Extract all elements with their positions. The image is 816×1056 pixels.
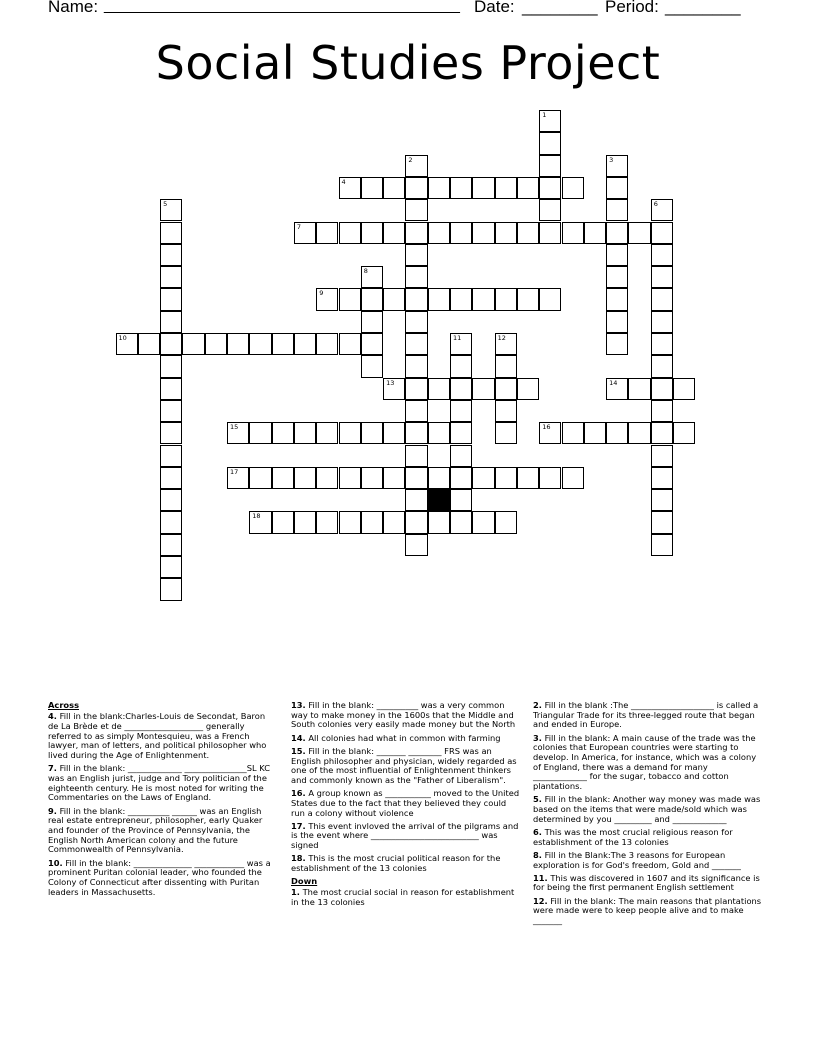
crossword-cell[interactable]	[405, 199, 427, 221]
crossword-cell[interactable]	[160, 355, 182, 377]
crossword-cell[interactable]	[294, 422, 316, 444]
crossword-cell[interactable]	[227, 422, 249, 444]
clue-down-3: 3. Fill in the blank: A main cause of the trade was the colonies that European countries were starting to develop. In America, for instance, which was a colony of England, there was a demand for many _____________ for the sugar, tobacco and cotton plantations.	[533, 732, 757, 792]
cell-number: 16	[542, 423, 551, 432]
cell-number: 9	[319, 289, 324, 298]
crossword-cell[interactable]	[472, 177, 494, 199]
crossword-cell[interactable]	[539, 155, 561, 177]
crossword-cell[interactable]	[450, 445, 472, 467]
clue-down-11: 11. This was discovered in 1607 and its significance is for being the first permanent English settlement	[533, 872, 760, 893]
crossword-cell[interactable]	[606, 333, 628, 355]
cell-number: 6	[653, 200, 658, 209]
crossword-cell[interactable]	[405, 266, 427, 288]
crossword-cell[interactable]	[405, 489, 427, 511]
clues-column-2	[291, 701, 521, 911]
crossword-cell[interactable]	[517, 177, 539, 199]
crossword-cell[interactable]	[472, 288, 494, 310]
crossword-cell[interactable]	[160, 199, 182, 221]
crossword-cell[interactable]	[272, 422, 294, 444]
crossword-cell[interactable]	[383, 422, 405, 444]
crossword-cell[interactable]	[160, 266, 182, 288]
crossword-cell[interactable]	[160, 333, 182, 355]
crossword-cell[interactable]	[339, 222, 361, 244]
clue-down-2: 2. Fill in the blank :The ____________________ is called a Triangular Trade for its three-legged route that began and ended in Europe.	[533, 700, 759, 730]
clue-across-10: 10. Fill in the blank: ______________ ____________ was a prominent Puritan colonial leader, who founded the Colony of Connecticut after dissenting with Puritan leaders in Massachusetts.	[48, 857, 271, 897]
crossword-cell[interactable]	[339, 467, 361, 489]
crossword-cell[interactable]	[339, 177, 361, 199]
name-field[interactable]: ________________________________________	[104, 0, 460, 14]
crossword-cell[interactable]	[361, 511, 383, 533]
crossword-cell[interactable]	[428, 467, 450, 489]
clues-column-1	[48, 701, 278, 901]
crossword-cell[interactable]	[472, 222, 494, 244]
crossword-cell[interactable]	[472, 467, 494, 489]
cell-number: 15	[230, 423, 239, 432]
crossword-cell[interactable]	[450, 355, 472, 377]
crossword-cell[interactable]	[606, 177, 628, 199]
crossword-cell[interactable]	[405, 244, 427, 266]
cell-number: 8	[363, 267, 368, 276]
clue-across-16: 16. A group known as ___________ moved to the United States due to the fact that they believed they could run a colony without violence	[291, 788, 520, 818]
crossword-cell[interactable]	[606, 199, 628, 221]
crossword-cell[interactable]	[450, 511, 472, 533]
crossword-cell[interactable]	[361, 311, 383, 333]
crossword-cell[interactable]	[428, 511, 450, 533]
crossword-cell[interactable]	[160, 534, 182, 556]
crossword-cell[interactable]	[651, 378, 673, 400]
crossword-cell[interactable]	[450, 489, 472, 511]
crossword-cell[interactable]	[606, 222, 628, 244]
crossword-cell[interactable]	[272, 467, 294, 489]
crossword-cell[interactable]	[160, 311, 182, 333]
cell-number: 10	[118, 334, 127, 342]
crossword-cell[interactable]	[539, 199, 561, 221]
crossword-cell[interactable]	[495, 422, 517, 444]
crossword-cell[interactable]	[405, 422, 427, 444]
cell-number: 3	[609, 155, 614, 164]
crossword-cell[interactable]	[651, 311, 673, 333]
clue-across-14: 14. All colonies had what in common with farming	[291, 732, 501, 743]
crossword-cell[interactable]	[405, 378, 427, 400]
crossword-cell[interactable]	[294, 511, 316, 533]
crossword-cell[interactable]	[450, 288, 472, 310]
crossword-cell[interactable]	[294, 333, 316, 355]
crossword-cell[interactable]	[316, 511, 338, 533]
crossword-cell[interactable]	[651, 333, 673, 355]
crossword-cell[interactable]	[405, 177, 427, 199]
clues-column-3	[533, 701, 763, 929]
crossword-cell[interactable]	[428, 378, 450, 400]
crossword-cell[interactable]	[651, 467, 673, 489]
crossword-cell[interactable]	[562, 222, 584, 244]
crossword-cell[interactable]	[495, 511, 517, 533]
crossword-cell[interactable]	[606, 378, 628, 400]
crossword-cell[interactable]	[160, 288, 182, 310]
crossword-cell[interactable]	[495, 222, 517, 244]
crossword-cell[interactable]	[517, 467, 539, 489]
crossword-cell[interactable]	[562, 467, 584, 489]
crossword-cell[interactable]	[272, 511, 294, 533]
crossword-cell[interactable]	[450, 422, 472, 444]
crossword-cell[interactable]	[517, 378, 539, 400]
crossword-cell[interactable]	[405, 511, 427, 533]
crossword-cell[interactable]	[160, 378, 182, 400]
crossword-cell[interactable]	[495, 467, 517, 489]
crossword-cell[interactable]	[651, 489, 673, 511]
clue-down-5: 5. Fill in the blank: Another way money was made was based on the items that were made/sold which was determined by you _________ and _____________	[533, 794, 761, 824]
crossword-cell[interactable]	[651, 511, 673, 533]
crossword-cell[interactable]	[160, 222, 182, 244]
crossword-cell[interactable]	[472, 378, 494, 400]
date-field[interactable]: ________	[522, 0, 598, 16]
cell-number: 14	[609, 378, 618, 387]
crossword-cell[interactable]	[495, 400, 517, 422]
crossword-cell[interactable]	[450, 400, 472, 422]
crossword-cell[interactable]	[606, 311, 628, 333]
crossword-cell[interactable]	[651, 222, 673, 244]
crossword-cell[interactable]	[361, 422, 383, 444]
crossword-cell[interactable]	[294, 467, 316, 489]
crossword-cell[interactable]	[160, 556, 182, 578]
clue-across-9: 9. Fill in the blank: __________ ______ was an English real estate entrepreneur, philosopher, early Quaker and founder of the Province of Pennsylvania, the English North American colony and the future Commonwealth of Pennsylvania.	[48, 805, 263, 855]
crossword-cell[interactable]	[651, 266, 673, 288]
crossword-cell[interactable]	[160, 445, 182, 467]
crossword-cell[interactable]	[405, 333, 427, 355]
crossword-cell[interactable]	[361, 467, 383, 489]
crossword-cell[interactable]	[562, 422, 584, 444]
crossword-cell[interactable]	[383, 288, 405, 310]
crossword-cell[interactable]	[450, 378, 472, 400]
crossword-cell[interactable]	[495, 288, 517, 310]
crossword-cell[interactable]	[539, 132, 561, 154]
crossword-cell[interactable]	[249, 511, 271, 533]
clue-across-15: 15. Fill in the blank: _______ ________ FRS was an English philosopher and physician, widely regarded as one of the most influential of Enlightenment thinkers and commonly known as the "Father of Liberalism".	[291, 745, 517, 785]
crossword-cell[interactable]	[472, 511, 494, 533]
cell-number: 12	[497, 334, 506, 342]
crossword-cell[interactable]	[160, 489, 182, 511]
crossword-cell[interactable]	[584, 422, 606, 444]
crossword-cell[interactable]	[405, 467, 427, 489]
crossword-cell[interactable]	[651, 244, 673, 266]
clue-down-1: 1. The most crucial social in reason for establishment in the 13 colonies	[291, 887, 515, 908]
clue-down-8: 8. Fill in the Blank:The 3 reasons for European exploration is for God's freedom, Gold and _______	[533, 849, 741, 870]
crossword-cell[interactable]	[651, 288, 673, 310]
period-label: Period:	[605, 0, 659, 16]
crossword-cell[interactable]	[160, 467, 182, 489]
crossword-cell[interactable]	[495, 333, 517, 355]
crossword-cell[interactable]	[383, 222, 405, 244]
crossword-cell[interactable]	[495, 177, 517, 199]
crossword-cell[interactable]	[227, 333, 249, 355]
crossword-cell[interactable]	[428, 422, 450, 444]
name-label: Name:	[48, 0, 99, 16]
crossword-cell[interactable]	[539, 222, 561, 244]
crossword-cell[interactable]	[160, 422, 182, 444]
crossword-cell[interactable]	[495, 355, 517, 377]
cell-number: 5	[163, 200, 168, 209]
crossword-cell[interactable]	[673, 378, 695, 400]
crossword-cell[interactable]	[294, 222, 316, 244]
crossword-cell[interactable]	[606, 266, 628, 288]
crossword-cell[interactable]	[116, 333, 138, 355]
crossword-cell[interactable]	[182, 333, 204, 355]
crossword-cell[interactable]	[651, 445, 673, 467]
page-title: Social Studies Project	[155, 36, 661, 90]
crossword-cell[interactable]	[495, 378, 517, 400]
crossword-cell[interactable]	[249, 467, 271, 489]
crossword-cell[interactable]	[316, 288, 338, 310]
crossword-cell[interactable]	[651, 422, 673, 444]
crossword-cell[interactable]	[651, 534, 673, 556]
crossword-cell[interactable]	[517, 222, 539, 244]
crossword-cell[interactable]	[405, 445, 427, 467]
clue-across-13: 13. Fill in the blank: __________ was a very common way to make money in the 1600s that the Middle and South colonies very easily made money but the North	[291, 700, 516, 730]
crossword-cell[interactable]	[405, 311, 427, 333]
crossword-cell[interactable]	[405, 155, 427, 177]
crossword-cell[interactable]	[405, 222, 427, 244]
crossword-cell[interactable]	[339, 511, 361, 533]
crossword-cell[interactable]	[361, 222, 383, 244]
crossword-cell[interactable]	[651, 355, 673, 377]
crossword-cell[interactable]	[539, 422, 561, 444]
crossword-cell[interactable]	[628, 378, 650, 400]
crossword-cell[interactable]	[138, 333, 160, 355]
crossword-cell[interactable]	[249, 422, 271, 444]
crossword-cell[interactable]	[383, 467, 405, 489]
clue-across-7: 7. Fill in the blank: _____________ _______________SL KC was an English jurist, judge and Tory politician of the eighteenth century. He is most noted for writing the Commentaries on the Laws of England.	[48, 763, 271, 803]
crossword-cell[interactable]	[539, 177, 561, 199]
crossword-cell[interactable]	[383, 511, 405, 533]
crossword-cell[interactable]	[361, 177, 383, 199]
cell-number: 7	[296, 222, 302, 231]
crossword-cell[interactable]	[539, 288, 561, 310]
crossword-cell[interactable]	[405, 400, 427, 422]
crossword-cell[interactable]	[628, 422, 650, 444]
crossword-cell[interactable]	[606, 155, 628, 177]
crossword-cell[interactable]	[316, 333, 338, 355]
crossword-cell[interactable]	[316, 467, 338, 489]
crossword-cell[interactable]	[272, 333, 294, 355]
crossword-cell[interactable]	[227, 467, 249, 489]
cell-number: 13	[386, 378, 395, 387]
clue-across-18: 18. This is the most crucial political reason for the establishment of the 13 colonies	[291, 853, 501, 874]
clue-down-6: 6. This was the most crucial religious reason for establishment of the 13 colonies	[533, 826, 733, 847]
crossword-cell[interactable]	[651, 400, 673, 422]
crossword-cell[interactable]	[450, 333, 472, 355]
crossword-cell[interactable]	[606, 288, 628, 310]
crossword-cell[interactable]	[428, 288, 450, 310]
cell-number: 4	[341, 177, 346, 186]
crossword-cell[interactable]	[428, 222, 450, 244]
across-heading: Across	[48, 700, 80, 710]
crossword-cell[interactable]	[160, 578, 182, 600]
crossword-cell[interactable]	[405, 355, 427, 377]
crossword-cell[interactable]	[361, 266, 383, 288]
crossword-cell[interactable]	[339, 333, 361, 355]
date-label: Date:	[474, 0, 515, 16]
crossword-cell[interactable]	[673, 422, 695, 444]
cell-number: 11	[453, 334, 462, 342]
crossword-cell[interactable]	[249, 333, 271, 355]
period-field[interactable]: ________	[665, 0, 741, 16]
crossword-cell[interactable]	[450, 177, 472, 199]
crossword-cell[interactable]	[539, 110, 561, 132]
crossword-cell[interactable]	[450, 222, 472, 244]
crossword-cell[interactable]	[606, 422, 628, 444]
clue-down-12: 12. Fill in the blank: The main reasons that plantations were made were to keep people alive and to make _______	[533, 895, 762, 926]
crossword-cell[interactable]	[339, 288, 361, 310]
crossword-cell[interactable]	[428, 177, 450, 199]
crossword-cell[interactable]	[450, 467, 472, 489]
crossword-cell[interactable]	[361, 288, 383, 310]
black-square	[428, 489, 450, 511]
clue-across-4: 4. Fill in the blank:Charles-Louis de Secondat, Baron de La Brède et de ___________________ generally referred to as simply Montesquieu, was a French lawyer, man of letters, and political philosopher who lived during the Age of Enlightenment.	[48, 711, 267, 761]
crossword-cell[interactable]	[160, 244, 182, 266]
down-heading: Down	[291, 876, 318, 887]
cell-number: 17	[230, 467, 239, 476]
crossword-cell[interactable]	[383, 177, 405, 199]
crossword-cell[interactable]	[517, 288, 539, 310]
clue-across-17: 17. This event invloved the arrival of the pilgrams and is the event where __________________________ was signed	[291, 820, 519, 851]
crossword-cell[interactable]	[361, 333, 383, 355]
cell-number: 1	[542, 111, 547, 119]
crossword-cell[interactable]	[651, 199, 673, 221]
crossword-cell[interactable]	[606, 244, 628, 266]
crossword-cell[interactable]	[361, 355, 383, 377]
crossword-cell[interactable]	[628, 222, 650, 244]
crossword-cell[interactable]	[383, 378, 405, 400]
crossword-cell[interactable]	[316, 422, 338, 444]
crossword-cell[interactable]	[316, 222, 338, 244]
crossword-cell[interactable]	[339, 422, 361, 444]
crossword-cell[interactable]	[160, 400, 182, 422]
crossword-cell[interactable]	[160, 511, 182, 533]
crossword-cell[interactable]	[405, 534, 427, 556]
crossword-cell[interactable]	[584, 222, 606, 244]
cell-number: 18	[252, 512, 261, 521]
crossword-cell[interactable]	[205, 333, 227, 355]
crossword-cell[interactable]	[562, 177, 584, 199]
crossword-cell[interactable]	[539, 467, 561, 489]
cell-number: 2	[408, 155, 413, 164]
crossword-cell[interactable]	[405, 288, 427, 310]
